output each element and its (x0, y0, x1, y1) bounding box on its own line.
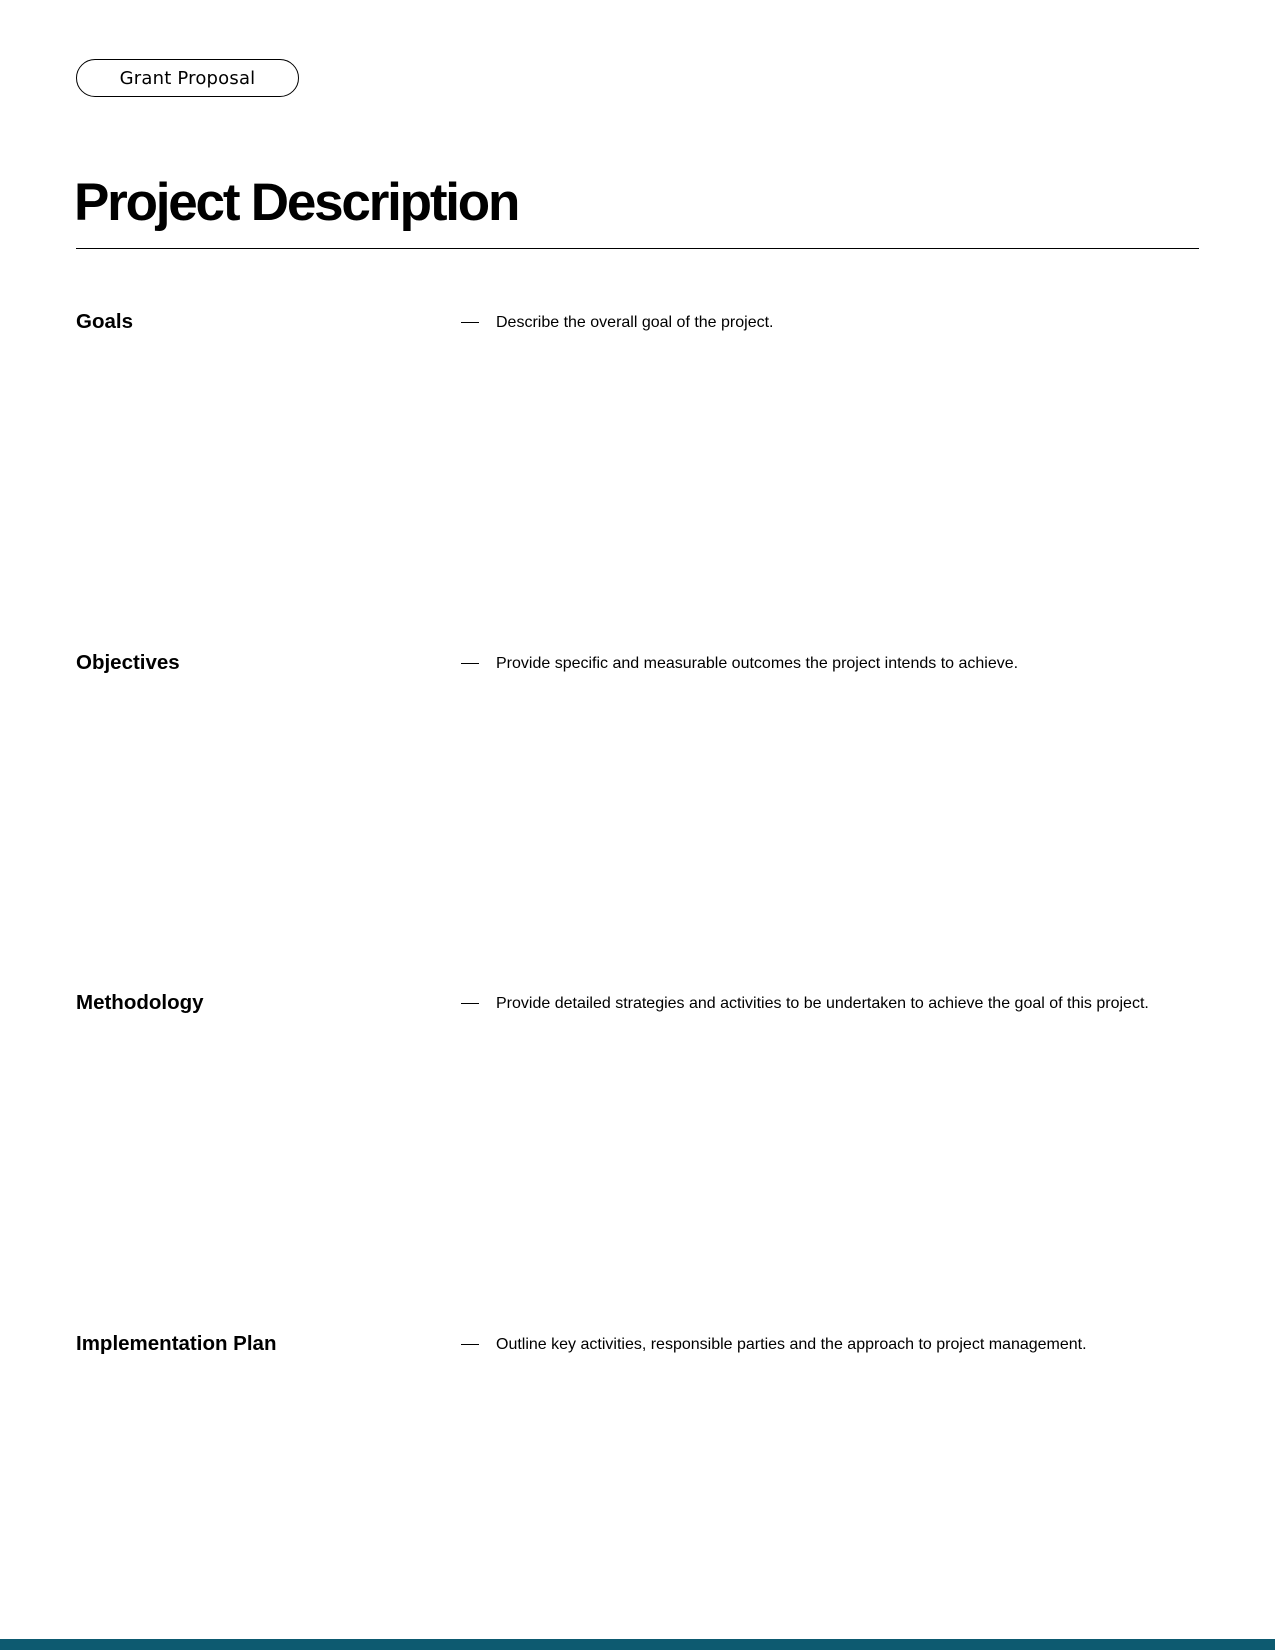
section-title: Methodology (76, 991, 204, 1014)
title-divider (76, 248, 1199, 249)
section-description: Provide specific and measurable outcomes the project intends to achieve. (496, 655, 1019, 672)
dash-divider (461, 1344, 479, 1345)
section-title: Objectives (76, 651, 180, 674)
section-goals (76, 309, 1199, 349)
section-title: Implementation Plan (76, 1332, 277, 1355)
section-methodology (76, 990, 1199, 1030)
section-title: Goals (76, 310, 133, 333)
dash-divider (461, 663, 479, 664)
document-tag: Grant Proposal (76, 59, 299, 97)
section-description: Outline key activities, responsible parties and the approach to project management. (496, 1336, 1087, 1353)
page-title: Project Description (74, 173, 519, 232)
section-description: Provide detailed strategies and activities to be undertaken to achieve the goal of this project. (496, 995, 1149, 1012)
dash-divider (461, 322, 479, 323)
section-implementation-plan (76, 1331, 1199, 1371)
footer-accent-bar (0, 1639, 1275, 1650)
section-objectives (76, 650, 1199, 690)
section-description: Describe the overall goal of the project. (496, 314, 774, 331)
dash-divider (461, 1003, 479, 1004)
